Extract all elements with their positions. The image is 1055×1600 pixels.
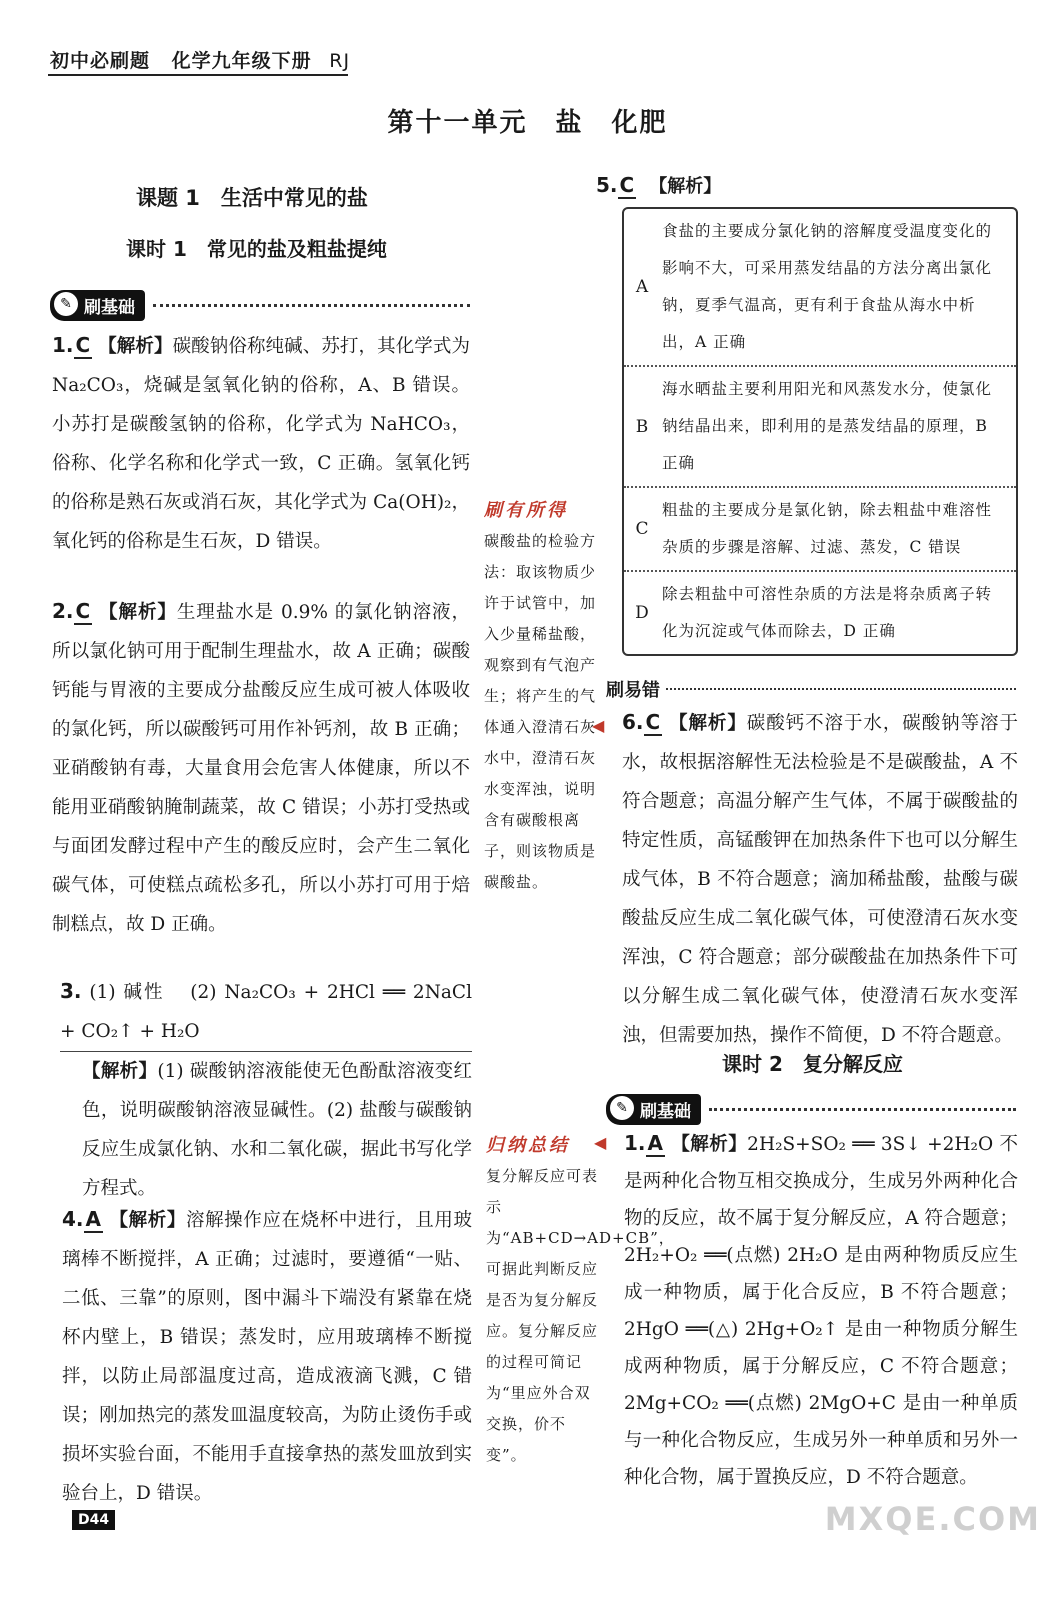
q-explanation: (1) 碳酸钠溶液能使无色酚酞溶液变红色，说明碳酸钠溶液显碱性。(2) 盐酸与碳酸钠反应生成氯化钠、水和二氧化碳，据此书写化学方程式。 (82, 1061, 472, 1199)
q-number: 4. (62, 1207, 84, 1231)
q-explanation: 溶解操作应在烧杯中进行，且用玻璃棒不断搅拌，A 正确；过滤时，要遵循“一贴、二低、三靠”的原则，图中漏斗下端没有紧靠在烧杯内壁上，B 错误；蒸发时，应用玻璃棒不断搅拌，以防止局部温度过高，造成液滴飞溅，C 错误；刚加热完的蒸发皿温度较高，为防止烫伤手或损坏实验台面，不能用手直接拿热的蒸发皿放到实验台上，D 错误。 (62, 1210, 472, 1504)
table-row (624, 209, 1016, 367)
q-number: 5. (596, 173, 618, 197)
dotted-rule (153, 304, 470, 307)
watermark: MXQE.COM (824, 1500, 1041, 1538)
side-note-1 (484, 495, 596, 898)
row-text: 海水晒盐主要利用阳光和风蒸发水分，使氯化钠结晶出来，即利用的是蒸发结晶的原理，B 正确 (662, 380, 993, 472)
jiexi-tag: 【解析】 (98, 336, 173, 357)
row-letter: C (635, 519, 649, 539)
subject-name: 化学九年级下册 (171, 50, 312, 72)
question-2 (52, 592, 470, 944)
q-number: 2. (52, 599, 74, 623)
question-4 (62, 1200, 472, 1513)
badge-label: 刷易错 (606, 680, 660, 701)
dotted-rule (709, 1108, 1016, 1111)
row-letter: A (635, 277, 649, 297)
row-text: 粗盐的主要成分是氯化钠，除去粗盐中难溶性杂质的步骤是溶解、过滤、蒸发，C 错误 (662, 501, 993, 556)
q-number: 1. (624, 1131, 646, 1155)
side-note-text: 复分解反应可表示为“AB+CD→AD+CB”，可据此判断反应是否为复分解反应。复分解反应的过程可简记为“里应外合双交换，价不变”。 (486, 1167, 675, 1464)
p2q1-line-c: 2HgO ══(△) 2Hg+O₂↑ 是由一种物质分解生成两种物质，属于分解反应，C 不符合题意； (624, 1319, 1018, 1377)
q-explanation: 碳酸钙不溶于水，碳酸钠等溶于水，故根据溶解性无法检验是不是碳酸盐，A 不符合题意；高温分解产生气体，不属于碳酸盐的特定性质，高锰酸钾在加热条件下也可以分解生成气体，B 不符合题意；滴加稀盐酸，盐酸与碳酸盐反应生成二氧化碳气体，可使澄清石灰水变浑浊，C 符合题意；部分碳酸盐在加热条件下可以分解生成二氧化碳气体，使澄清石灰水变浑浊，但需要加热，操作不简便，D 不符合题意。 (622, 713, 1018, 1046)
p2q1-line-a: 2H₂S+SO₂ ══ 3S↓ +2H₂O 不是两种化合物互相交换成分，生成另外两种化合物的反应，故不属于复分解反应，A 符合题意； (624, 1134, 1018, 1229)
table-row (624, 488, 1016, 572)
q-explanation: 碳酸钠俗称纯碱、苏打，其化学式为 Na₂CO₃，烧碱是氢氧化钠的俗称，A、B 错误。小苏打是碳酸氢钠的俗称，化学式为 NaHCO₃，俗称、化学名称和化学式一致，C 正确。氢氧化钙的俗称是熟石灰或消石灰，其化学式为 Ca(OH)₂，氧化钙的俗称是生石灰，D 错误。 (52, 336, 470, 552)
side-note-title: 刷有所得 (484, 500, 568, 521)
table-row (624, 367, 1016, 488)
badge-basic-1 (50, 290, 470, 321)
q-number: 3. (60, 979, 82, 1003)
q-answer: A (647, 1131, 663, 1155)
arrow-left-icon: ◀ (594, 1133, 607, 1152)
period1-title: 课时 1 常见的盐及粗盐提纯 (126, 237, 387, 261)
side-note-title: 归纳总结 (486, 1135, 570, 1156)
q3-part1: (1) 碱性 (89, 982, 165, 1003)
q-answer: C (645, 710, 661, 734)
side-note-2 (486, 1130, 675, 1471)
p2q1-line-b: 2H₂+O₂ ══(点燃) 2H₂O 是由两种物质反应生成一种物质，属于化合反应，B 不符合题意； (624, 1245, 1018, 1303)
badge-error (606, 676, 1016, 702)
edition: RJ (329, 50, 351, 72)
jiexi-tag: 【解析】 (82, 1061, 158, 1082)
q-answer: C (619, 173, 635, 197)
p2q1-line-d: 2Mg+CO₂ ══(点燃) 2MgO+C 是由一种单质与一种化合物反应，生成另外一种单质和另外一种化合物，属于置换反应，D 不符合题意。 (624, 1393, 1018, 1488)
dotted-rule (666, 688, 1016, 690)
row-text: 食盐的主要成分氯化钠的溶解度受温度变化的影响不大，可采用蒸发结晶的方法分离出氯化钠，夏季气温高，更有利于食盐从海水中析出，A 正确 (662, 222, 993, 351)
pen-icon: ✎ (610, 1096, 634, 1120)
badge-label: 刷基础 (640, 1102, 691, 1122)
running-header (50, 46, 350, 73)
question-6 (622, 703, 1018, 1055)
page-number: D44 (72, 1510, 115, 1530)
q-explanation: 生理盐水是 0.9% 的氯化钠溶液，所以氯化钠可用于配制生理盐水，故 A 正确；碳酸钙能与胃液的主要成分盐酸反应生成可被人体吸收的氯化钙，所以碳酸钙可用作补钙剂，故 B 正确；亚硝酸钠有毒，大量食用会危害人体健康，所以不能用亚硝酸钠腌制蔬菜，故 C 错误；小苏打受热或与面团发酵过程中产生的酸反应时，会产生二氧化碳气体，可使糕点疏松多孔，所以小苏打可用于焙制糕点，故 D 正确。 (52, 602, 470, 935)
q3-part2: (2) Na₂CO₃ + 2HCl ══ 2NaCl + CO₂↑ + H₂O (60, 982, 472, 1042)
question-1 (52, 326, 470, 561)
side-note-text: 碳酸盐的检验方法：取该物质少许于试管中，加入少量稀盐酸，观察到有气泡产生；将产生的气体通入澄清石灰水中，澄清石灰水变浑浊，说明含有碳酸根离子，则该物质是碳酸盐。 (484, 532, 597, 891)
q5-analysis-table (622, 207, 1018, 656)
q3-answer-line-1 (60, 972, 472, 1052)
q-answer: C (75, 333, 91, 357)
q-answer: C (75, 599, 91, 623)
jiexi-tag: 【解析】 (99, 602, 177, 623)
row-letter: D (635, 603, 649, 623)
q-number: 6. (622, 710, 644, 734)
pen-icon: ✎ (54, 292, 78, 316)
badge-label: 刷基础 (84, 298, 135, 318)
header-underline (48, 74, 348, 76)
jiexi-tag: 【解析】 (649, 176, 722, 197)
row-text: 除去粗盐中可溶性杂质的方法是将杂质离子转化为沉淀或气体而除去，D 正确 (662, 585, 993, 640)
period2-question-1 (624, 1125, 1018, 1496)
lesson-title: 课题 1 生活中常见的盐 (136, 186, 368, 210)
series-name: 初中必刷题 (50, 50, 151, 72)
row-letter: B (635, 416, 649, 437)
q-answer: A (85, 1207, 101, 1231)
unit-title: 第十一单元 盐 化肥 (387, 108, 668, 138)
jiexi-tag: 【解析】 (671, 1134, 748, 1155)
question-5-head (596, 172, 721, 198)
arrow-left-icon: ◀ (592, 716, 605, 735)
q-number: 1. (52, 333, 74, 357)
question-3 (60, 972, 472, 1208)
jiexi-tag: 【解析】 (669, 713, 747, 734)
badge-basic-2 (606, 1094, 1016, 1125)
table-row (624, 572, 1016, 654)
period2-title: 课时 2 复分解反应 (722, 1052, 903, 1076)
jiexi-tag: 【解析】 (109, 1210, 186, 1231)
